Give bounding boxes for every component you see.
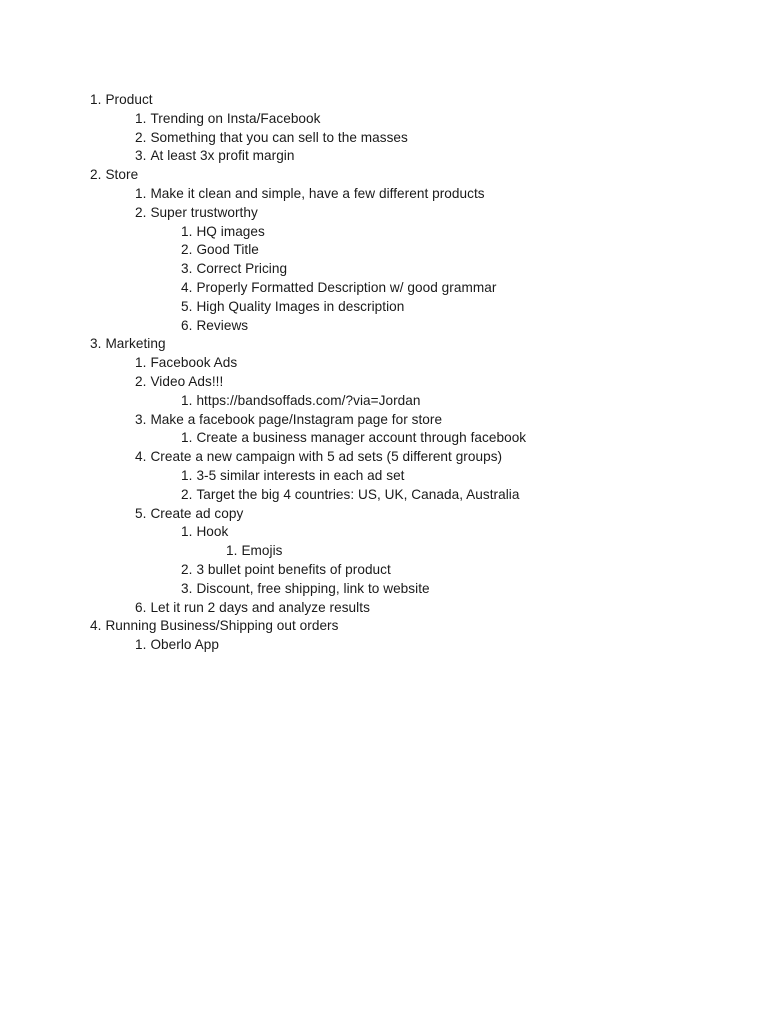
outline-item-number: 2. (181, 242, 193, 258)
outline-item-level-3 (0, 580, 768, 599)
outline-item-level-3 (0, 298, 768, 317)
outline-item-text: Video Ads!!! (150, 373, 224, 389)
outline-item-number: 5. (181, 298, 193, 314)
outline-item-level-3 (0, 223, 768, 242)
outline-item-level-2 (0, 411, 768, 430)
outline-item-level-1 (0, 91, 768, 110)
outline-item-number: 6. (135, 599, 147, 615)
outline-item-level-3 (0, 241, 768, 260)
outline-item-level-2 (0, 448, 768, 467)
outline-item-number: 1. (181, 430, 193, 446)
outline-item-level-2 (0, 185, 768, 204)
outline-item-level-3 (0, 429, 768, 448)
outline-item-number: 1. (181, 524, 193, 540)
outline-item-level-2 (0, 373, 768, 392)
outline-item-number: 2. (135, 373, 147, 389)
outline-item-number: 1. (226, 543, 238, 559)
outline-item-text: Make it clean and simple, have a few different products (150, 185, 485, 201)
outline-item-level-3 (0, 467, 768, 486)
outline-item-level-2 (0, 110, 768, 129)
outline-item-number: 1. (181, 223, 193, 239)
outline-item-text: Target the big 4 countries: US, UK, Canada, Australia (196, 486, 520, 502)
outline-item-number: 1. (135, 355, 147, 371)
outline-item-number: 3. (135, 411, 147, 427)
outline-item-text: HQ images (196, 223, 265, 239)
outline-item-level-3 (0, 279, 768, 298)
outline-item-text: At least 3x profit margin (150, 148, 295, 164)
outline-item-level-1 (0, 617, 768, 636)
outline-item-text: Create a business manager account through facebook (196, 430, 527, 446)
outline-item-number: 2. (135, 204, 147, 220)
outline-item-text: Marketing (105, 336, 166, 352)
outline-item-level-3 (0, 392, 768, 411)
outline-item-text: Let it run 2 days and analyze results (150, 599, 370, 615)
outline-item-text: Emojis (241, 543, 283, 559)
outline-item-text: Good Title (196, 242, 259, 258)
outline-item-text: Properly Formatted Description w/ good grammar (196, 279, 497, 295)
outline-item-text: Something that you can sell to the masses (150, 129, 408, 145)
outline-item-level-1 (0, 335, 768, 354)
outline-item-number: 5. (135, 505, 147, 521)
outline-item-level-1 (0, 166, 768, 185)
outline-item-number: 2. (135, 129, 147, 145)
outline-item-number: 3. (135, 148, 147, 164)
outline-item-text: Make a facebook page/Instagram page for store (150, 411, 443, 427)
outline-item-number: 1. (135, 110, 147, 126)
outline-item-text: High Quality Images in description (196, 298, 405, 314)
outline-item-text: https://bandsoffads.com/?via=Jordan (196, 392, 421, 408)
outline-item-number: 4. (135, 449, 147, 465)
outline-item-level-2 (0, 129, 768, 148)
outline-item-level-2 (0, 354, 768, 373)
outline-item-level-2 (0, 204, 768, 223)
outline-item-number: 1. (135, 637, 147, 653)
outline-item-level-2 (0, 147, 768, 166)
outline-item-level-4 (0, 542, 768, 561)
outline-item-number: 4. (181, 279, 193, 295)
outline-item-text: Hook (196, 524, 229, 540)
outline-item-number: 2. (181, 486, 193, 502)
outline-item-text: Reviews (196, 317, 249, 333)
outline-item-text: Facebook Ads (150, 355, 238, 371)
outline-item-text: Create ad copy (150, 505, 244, 521)
outline-item-level-2 (0, 505, 768, 524)
outline-item-number: 1. (135, 185, 147, 201)
outline-item-level-3 (0, 523, 768, 542)
outline-item-text: Product (105, 92, 153, 107)
outline-item-number: 1. (181, 467, 193, 483)
outline-item-level-3 (0, 260, 768, 279)
outline-item-text: Create a new campaign with 5 ad sets (5 different groups) (150, 449, 503, 465)
outline-item-text: Store (105, 167, 139, 183)
outline-item-level-3 (0, 486, 768, 505)
outline-item-text: Trending on Insta/Facebook (150, 110, 321, 126)
outline-item-text: Running Business/Shipping out orders (105, 618, 339, 634)
outline-item-level-3 (0, 317, 768, 336)
outline-item-level-2 (0, 636, 768, 655)
outline-item-text: Correct Pricing (196, 261, 288, 277)
outline-item-number: 3. (90, 336, 102, 352)
outline-item-number: 3. (181, 261, 193, 277)
outline-item-text: Discount, free shipping, link to website (196, 580, 430, 596)
outline-item-text: Super trustworthy (150, 204, 258, 220)
outline-item-number: 3. (181, 580, 193, 596)
outline-item-level-3 (0, 561, 768, 580)
outline-item-level-2 (0, 599, 768, 618)
outline-item-text: Oberlo App (150, 637, 219, 653)
outline-item-number: 2. (181, 561, 193, 577)
outline-item-number: 1. (90, 92, 102, 107)
outline-item-text: 3-5 similar interests in each ad set (196, 467, 405, 483)
outline-item-text: 3 bullet point benefits of product (196, 561, 391, 577)
outline-item-number: 2. (90, 167, 102, 183)
outline-item-number: 4. (90, 618, 102, 634)
outline-list (0, 91, 768, 655)
outline-item-number: 1. (181, 392, 193, 408)
outline-item-number: 6. (181, 317, 193, 333)
